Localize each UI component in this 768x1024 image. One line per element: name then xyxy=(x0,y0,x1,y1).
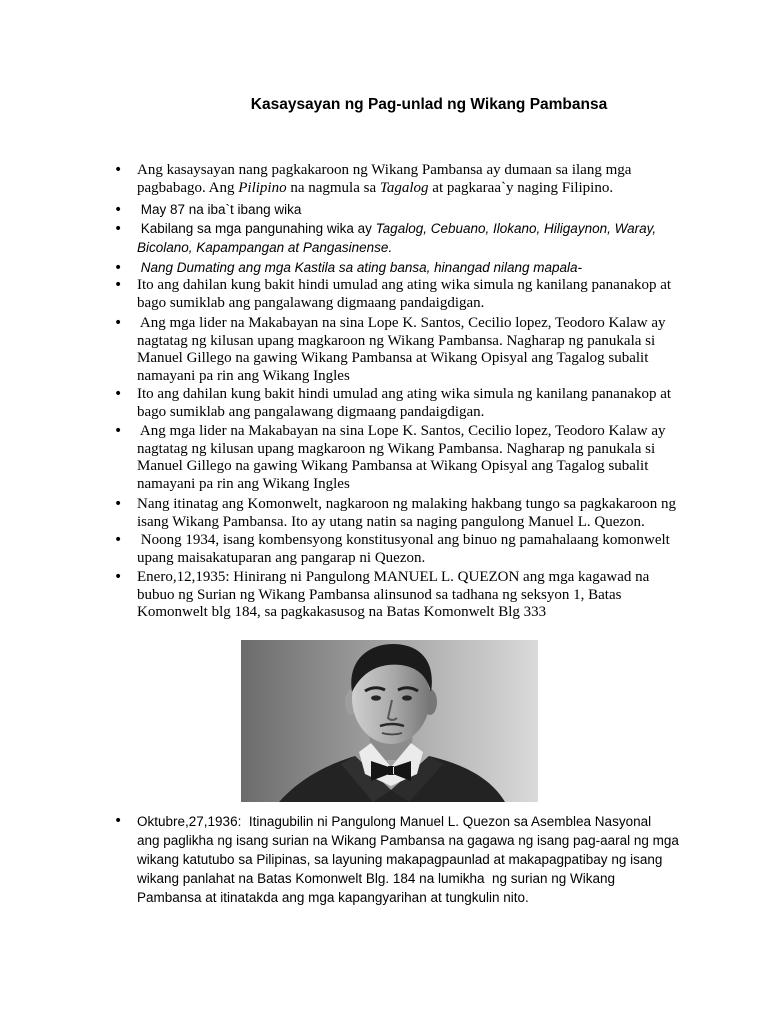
italic-text: Nang Dumating ang mga Kastila sa ating bansa, hinangad nilang mapala- xyxy=(137,260,583,275)
bullet-line xyxy=(137,295,671,313)
bullet-symbol: • xyxy=(114,386,123,402)
italic-text: Pilipino xyxy=(238,179,287,196)
bullet-symbol: • xyxy=(114,162,123,178)
bullet-text xyxy=(137,259,582,278)
portrait-photo xyxy=(241,640,538,802)
bullet-symbol: • xyxy=(114,277,123,293)
text-segment: ang paglikha ng isang surian na Wikang Pambansa na gagawa ng isang pag-aaral ng mga xyxy=(137,833,679,848)
bullet-line xyxy=(137,441,666,459)
text-segment: pagbabago. Ang xyxy=(137,179,239,196)
bullet-line xyxy=(137,569,649,587)
bullet-line xyxy=(137,550,670,568)
bullet-symbol: • xyxy=(114,221,123,237)
bullet-text xyxy=(137,532,670,567)
bullet-line xyxy=(137,496,676,514)
bullet-line xyxy=(137,532,670,550)
text-segment: bubuo ng Surian ng Wikang Pambansa alinsunod sa tadhana ng seksyon 1, Batas xyxy=(137,586,622,603)
bullet-line xyxy=(137,458,666,476)
bullet-line xyxy=(137,201,301,220)
text-segment: Nang itinatag ang Komonwelt, nagkaroon ng malaking hakbang tungo sa pagkakaroon ng xyxy=(137,496,677,512)
text-segment: Oktubre,27,1936: Itinagubilin ni Pangulong Manuel L. Quezon sa Asemblea Nasyonal xyxy=(137,814,652,829)
bullet-line xyxy=(137,259,582,278)
text-segment: Manuel Gillego na gawing Wikang Pambansa at Wikang Opisyal ang Tagalog subalit xyxy=(137,350,649,367)
bullet-text xyxy=(137,277,671,312)
bullet-line xyxy=(137,220,656,239)
text-segment: nagtatag ng kilusan upang magkaroon ng Wikang Pambansa. Nagharap ng panukala si xyxy=(137,332,656,349)
text-segment: namayani pa rin ang Wikang Ingles xyxy=(137,368,350,385)
bullet-line xyxy=(137,831,679,850)
bullet-symbol: • xyxy=(114,260,123,276)
bullet-line xyxy=(137,888,679,907)
bullet-line xyxy=(137,587,649,605)
bullet-line xyxy=(137,386,671,404)
text-segment: bago sumiklab ang pangalawang digmaang pandaigdigan. xyxy=(137,294,485,311)
bullet-symbol: • xyxy=(114,202,123,218)
bullet-text xyxy=(137,315,666,386)
text-segment: wikang panlahat na Batas Komonwelt Blg. 184 na lumikha ng surian ng Wikang xyxy=(137,871,616,886)
italic-text: Tagalog xyxy=(379,179,429,196)
bullet-line xyxy=(137,604,649,622)
right-eye xyxy=(402,695,412,700)
text-segment: Enero,12,1935: Hinirang ni Pangulong MANUEL L. QUEZON ang mga kagawad na xyxy=(137,569,650,585)
bullet-text xyxy=(137,812,679,907)
text-segment: Noong 1934, isang kombensyong konstitusyonal ang binuo ng pamahalaang komonwelt xyxy=(137,532,670,548)
text-segment: Ang mga lider na Makabayan na sina Lope K. Santos, Cecilio lopez, Teodoro Kalaw ay xyxy=(137,315,666,331)
text-segment: Kabilang sa mga pangunahing wika ay xyxy=(137,221,376,236)
bullet-line xyxy=(137,812,679,831)
bullet-line xyxy=(137,423,666,441)
bullet-line xyxy=(137,514,676,532)
text-segment: Ang mga lider na Makabayan na sina Lope K. Santos, Cecilio lopez, Teodoro Kalaw ay xyxy=(137,423,666,439)
bullet-symbol: • xyxy=(114,569,123,585)
text-segment: at pagkaraa`y naging Filipino. xyxy=(428,179,614,196)
bullet-text xyxy=(137,423,666,494)
portrait-drawing xyxy=(241,640,538,802)
bullet-line xyxy=(137,476,666,494)
bullet-text xyxy=(137,162,631,197)
bullet-line xyxy=(137,180,631,198)
bullet-text xyxy=(137,220,656,257)
bullet-symbol: • xyxy=(114,423,123,439)
text-segment: Komonwelt blg 184, sa pagkakasusog na Batas Komonwelt Blg 333 xyxy=(137,604,547,621)
bullet-symbol: • xyxy=(114,813,123,829)
left-eye xyxy=(371,695,381,700)
text-segment: Ito ang dahilan kung bakit hindi umulad ang ating wika simula ng kanilang pananakop at xyxy=(137,277,672,293)
text-segment: May 87 na iba`t ibang wika xyxy=(137,202,302,217)
bullet-text xyxy=(137,569,649,622)
bullet-text xyxy=(137,496,676,531)
text-segment: Manuel Gillego na gawing Wikang Pambansa at Wikang Opisyal ang Tagalog subalit xyxy=(137,458,649,475)
text-segment: isang Wikang Pambansa. Ito ay utang natin sa naging pangulong Manuel L. Quezon. xyxy=(137,513,645,530)
text-segment: Ito ang dahilan kung bakit hindi umulad ang ating wika simula ng kanilang pananakop at xyxy=(137,386,672,402)
bullet-line xyxy=(137,404,671,422)
text-segment: upang maisakatuparan ang pangarap ni Quezon. xyxy=(137,549,426,566)
text-segment: Ang kasaysayan nang pagkakaroon ng Wikang Pambansa ay dumaan sa ilang mga xyxy=(137,162,632,178)
italic-text: Tagalog, Cebuano, Ilokano, Hiligaynon, Waray, xyxy=(375,221,657,236)
bullet-symbol: • xyxy=(114,315,123,331)
bullet-line xyxy=(137,350,666,368)
bullet-line xyxy=(137,333,666,351)
text-segment: na nagmula sa xyxy=(286,179,380,196)
text-segment: Pambansa at itinatakda ang mga kapangyarihan at tungkulin nito. xyxy=(137,890,529,905)
bullet-line xyxy=(137,315,666,333)
bullet-text xyxy=(137,201,301,220)
text-segment: namayani pa rin ang Wikang Ingles xyxy=(137,476,350,493)
bullet-symbol: • xyxy=(114,532,123,548)
bullet-line xyxy=(137,869,679,888)
bullet-line xyxy=(137,277,671,295)
text-segment: bago sumiklab ang pangalawang digmaang pandaigdigan. xyxy=(137,403,485,420)
italic-text: Bicolano, Kapampangan at Pangasinense. xyxy=(137,239,393,255)
bullet-line xyxy=(137,850,679,869)
page-title: Kasaysayan ng Pag-unlad ng Wikang Pambansa xyxy=(250,96,608,113)
bullet-line xyxy=(137,368,666,386)
bullet-line xyxy=(137,162,631,180)
text-segment: nagtatag ng kilusan upang magkaroon ng Wikang Pambansa. Nagharap ng panukala si xyxy=(137,440,656,457)
bullet-line xyxy=(137,239,656,258)
bullet-text xyxy=(137,386,671,421)
bullet-symbol: • xyxy=(114,496,123,512)
text-segment: wikang katutubo sa Pilipinas, sa layuning makapagpaunlad at makapagpatibay ng isang xyxy=(137,852,663,867)
